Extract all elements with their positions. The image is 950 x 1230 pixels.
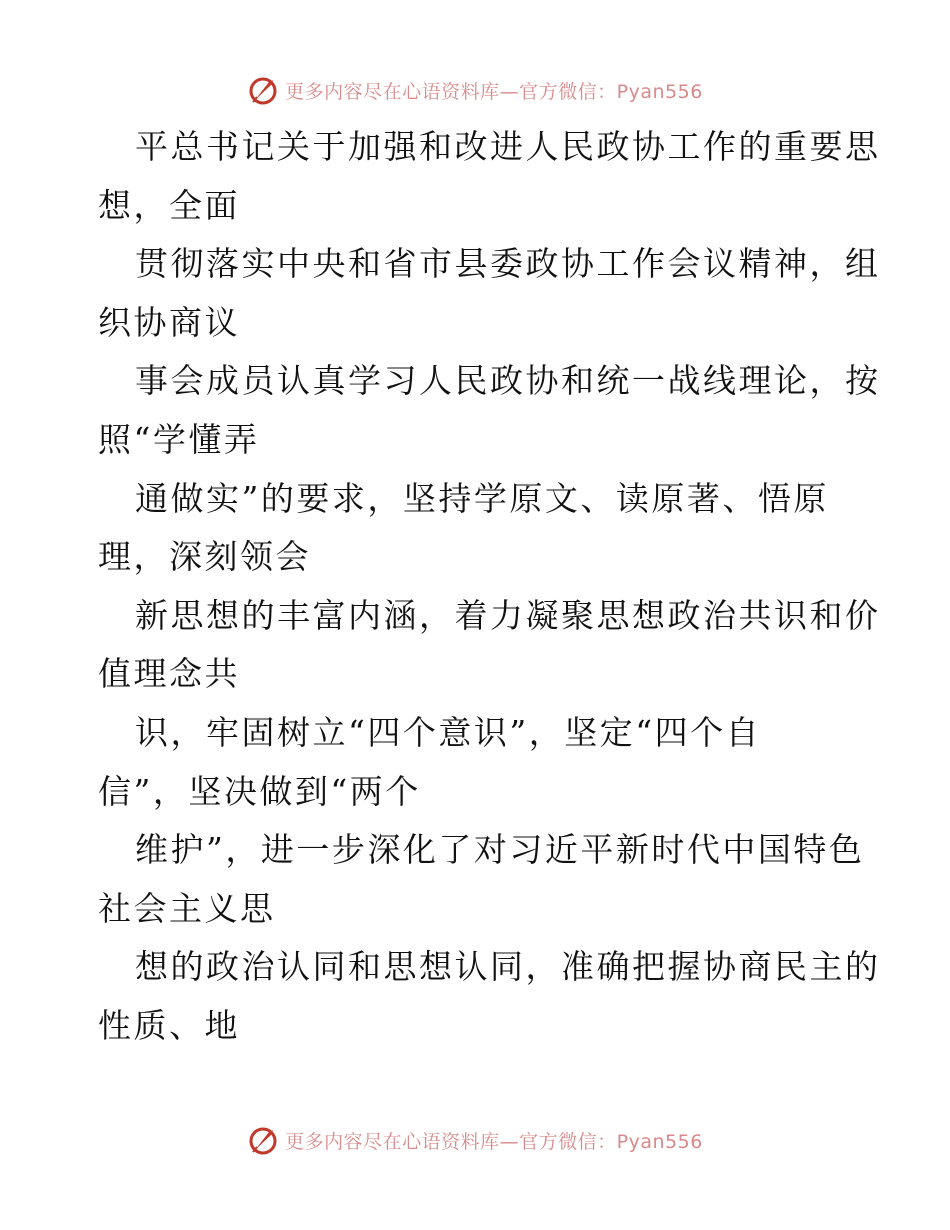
body-line: 维护”，进一步深化了对习近平新时代中国特色 — [135, 830, 865, 870]
body-line: 识，牢固树立“四个意识”，坚定“四个自 — [135, 712, 762, 752]
body-line: 值理念共 — [98, 654, 240, 694]
quill-pen-logo-icon — [247, 1124, 279, 1156]
footer-banner — [0, 1120, 950, 1160]
body-line: 通做实”的要求，坚持学原文、读原著、悟原 — [135, 478, 829, 518]
footer-banner-text: 更多内容尽在心语资料库—官方微信：Pyan556 — [285, 1130, 703, 1153]
body-line: 新思想的丰富内涵，着力凝聚思想政治共识和价 — [135, 595, 881, 635]
body-line: 想，全面 — [98, 185, 240, 225]
body-line: 社会主义思 — [98, 888, 276, 928]
quill-pen-logo-icon — [247, 74, 279, 106]
body-line: 织协商议 — [98, 302, 240, 342]
document-body — [98, 118, 881, 1056]
body-line: 理，深刻领会 — [98, 537, 311, 577]
header-banner-text: 更多内容尽在心语资料库—官方微信：Pyan556 — [285, 80, 703, 103]
header-banner — [0, 70, 950, 110]
body-line: 想的政治认同和思想认同，准确把握协商民主的 — [135, 947, 881, 987]
body-line: 事会成员认真学习人民政协和统一战线理论，按 — [135, 361, 881, 401]
body-line: 平总书记关于加强和改进人民政协工作的重要思 — [135, 127, 881, 166]
body-line: 照“学懂弄 — [98, 419, 260, 459]
body-line: 信”，坚决做到“两个 — [98, 771, 421, 811]
body-line: 贯彻落实中央和省市县委政协工作会议精神，组 — [135, 244, 881, 284]
body-line: 性质、地 — [98, 1005, 240, 1045]
